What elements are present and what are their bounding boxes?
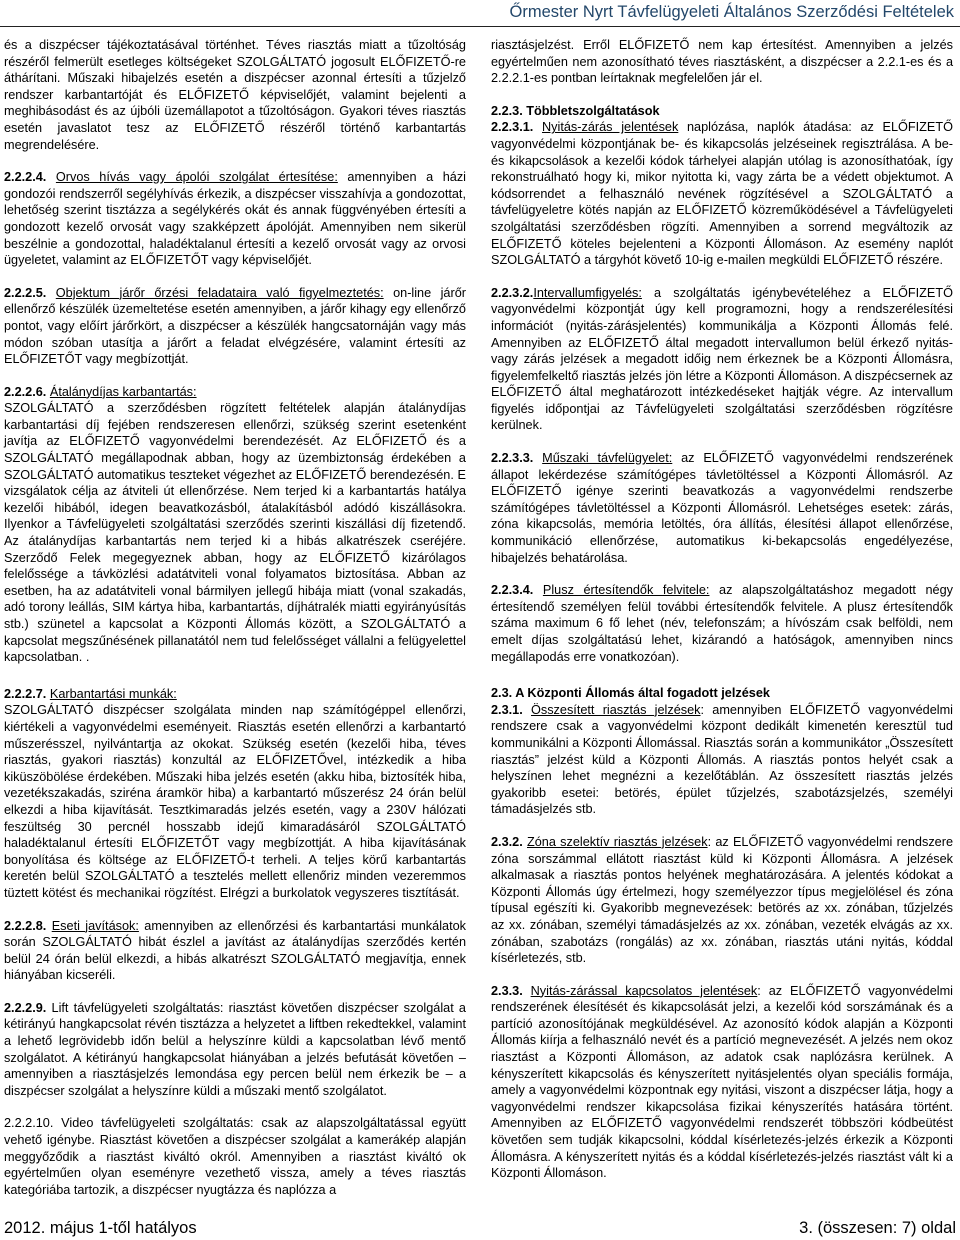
section-body: Lift távfelügyeleti szolgáltatás: riasztást követően diszpécser szolgálat a kétirányú hangkapcsolat révén tisztázza a helyzetet a liftben rekedtekkel, valamint a lehető legrövidebb időn belül a helyszínre küldi a kapcsolatban lévő mentő szolgálatot. A kétirányú hangkapcsolat hiányában a jelzés befutását követően – amennyiben a riasztásjelzés lemondása egy percen belül nem érkezik be – a diszpécser szolgálat a helyszínre küldi a műszaki mentő szolgálatot. [4, 1000, 466, 1098]
paragraph-continuation: riasztásjelzést. Erről ELŐFIZETŐ nem kap értesítést. Amennyiben a jelzés egyértelműen nem azonosítható téves riasztásként, a diszpécser a 2.2.1-es és a 2.2.2.1-es pontban leírtaknak megfelelően jár el. [491, 38, 953, 86]
section-body: naplózása, naplók átadása: az ELŐFIZETŐ vagyonvédelmi központjának be- és kikapcsolás jelzéseinek regisztrálása. A be- és kikapcsolások a kezelői kódok tárhelyei alapján utólag is azonosíthatóak, így rekonstruálható hogy ki, mikor nyitotta ki, vagy zárta be a védett objektumot. A kódsorrendet a felhasználó nevének rögzítésével a SZOLGÁLTATÓ a távfelügyeletre kötés napján az ELŐFIZETŐ közreműködésével a Távfelügyeleti szolgáltatási szerződésben rögzíti. Amennyiben a sorrend megváltozik az ELŐFIZETŐ köteles bejelenteni a Központi Állomáson. Az esemény naplót SZOLGÁLTATÓ a tárgyhót követő 10-ig e-mailen megküldi ELŐFIZETŐ részére. [491, 120, 954, 268]
section-heading-2-2-3: 2.2.3. Többletszolgáltatások [491, 103, 660, 118]
section-number: 2.2.2.8. [4, 918, 47, 933]
section-number: 2.3.3. [491, 983, 523, 998]
section-body: : az ELŐFIZETŐ vagyonvédelmi rendszere zóna sorszámmal ellátott riasztást küld ki Központi Állomásra. A jelzések alkalmasak a riasztás pontos helyének meghatározására. A jelentés kódokat a Központi Állomás úgy értelmezi, hogy személyezzor típus megjelölésel és zóna típusal egészíti ki. Gyakoribb megnevezések: betörés az xx. zónában, tűzjelzés az xx. zónában, személyi támadásjelzés az xx. zónában, vezeték elvágás az xx. zónában, szabotázs (rongálás) az xx. zónában, riasztás utáni nyitás, kóddal kísérletezés, stb. [491, 834, 953, 966]
section-number: 2.2.3.3. [491, 451, 534, 466]
section-2-2-2-8 [4, 918, 466, 984]
section-title: Karbantartási munkák: [49, 686, 177, 701]
footer-page-number: 3. (összesen: 7) oldal [799, 1219, 956, 1237]
section-2-2-2-9 [4, 1000, 466, 1100]
section-heading-2-3: 2.3. A Központi Állomás által fogadott jelzések [491, 686, 770, 701]
section-2-2-2-10: 2.2.2.10. Video távfelügyeleti szolgáltatás: csak az alapszolgáltatással együtt vehető igénybe. Riasztást követően a diszpécser szolgálat a kamerákép alapján meggyőződik a riasztást kiváltó okról. Amennyiben a riasztást kiváltó ok egyértelműen olyan eseményre vezethető vissza, amely a téves riasztás kategóriába tartozik, a diszpécser nyugtázza és naplózza a [4, 1116, 466, 1197]
section-2-2-2-6 [4, 384, 466, 666]
section-body: SZOLGÁLTATÓ a szerződésben rögzített feltételek alapján átalánydíjas karbantartási díj fejében rendszeresen ellenőrzi, szükség szerint esetenként javítja az ELŐFIZETŐ vagyonvédelmi berendezését. Az ELŐFIZETŐ és a SZOLGÁLTATÓ megállapodnak abban, hogy az üzembiztonság érdekében a SZOLGÁLTATÓ automatikus teszteket végezhet az ELŐFIZETŐ berendezésén. E vizsgálatok célja az átviteli út ellenőrzése. Nem terjed ki a karbantartás hatálya kezelői hibából, idegen beavatkozásból, átalakításból adódó kiszállásokra. Ilyenkor a Távfelügyeleti szolgáltatási szerződés szerinti kiszállási díj fizetendő. Az átalánydíjas karbantartás nem terjed ki a hibás alkatrészek cseréjére. Szerződő Felek megegyeznek abban, hogy az ELŐFIZETŐ kizárólagos felelőssége a távközlési adatátviteli vonal folyamatos biztosítása. Abban az esetben, ha az adatátviteli vonal bármilyen jellegű hibája miatt (vonal szakadás, adó torony leállás, SIM kártya hiba, karbantartás, díjhátralék miatti egyirányúsítás stb.) szünetel a kapcsolat a Központi Állomás között, a SZOLGÁLTATÓ a kapcsolat megszűnésének pillanatától nem tud felelősséget vállalni a felügyelettel kapcsolatban. . [4, 401, 466, 665]
section-body: az alapszolgáltatáshoz megadott négy értesítendő személyen felül további értesítendők felvitele. A plusz értesítendők száma maximum 6 fő lehet (név, telefonszám; a hívószám csak belföldi, nem emelt díjas szolgáltatású lehet, kizárandó a hatóságok, amennyiben nincs megállapodás erre vonatkozóan). [491, 583, 953, 664]
left-column [4, 37, 466, 1198]
page-header [0, 0, 960, 27]
section-body: a szolgáltatás igénybevételéhez a ELŐFIZETŐ vagyonvédelmi központját úgy kell programozni, hogy a rendszerélesítési információt (nyitás-zárásjelentés) kommunikálja a Központi Állomás felé. Amennyiben az ELŐFIZETŐ által megadott intervallumon belül érkező nyitás- vagy zárás jelzések a megadott időig nem érkeznek be a Központi Állomásra, figyelemfelkeltő riasztás jelzés jön létre a Központi Állomáson. A diszpécsernek az ELŐFIZETŐ által meghatározott intézkedéseket hajtják végre. Az intervallum figyelés időpontjai az Távfelügyeleti szolgáltatási szerződésben rögzítésre kerülnek. [491, 285, 953, 433]
section-title: Eseti javítások: [51, 918, 139, 933]
section-body: : amennyiben ELŐFIZETŐ vagyonvédelmi rendszere csak a vagyonvédelmi központ dedikált kimenetén keresztül tud kommunikálni a Központi Állomással. Riasztás során a kommunikátor „Összesített riasztás” jelzést küld a Központi Állomás. A riasztás pontos helyét csak a helyszínen lehet megnézni a kezelőtáblán. Az összesített riasztás jelzés gyakoribb esetei: betörés, épület tűzjelzés, szabotázsjelzés, személyi támadásjelzés stb. [491, 702, 953, 817]
section-body: : az ELŐFIZETŐ vagyonvédelmi rendszerének élesítését és kikapcsolását jelzi, a kezelői kód sorszámának és a partíció azonosítójának megküldésével. Az azonosító kódok alapján a Központi Állomás kiírja a felhasználó nevét és a partíció megnevezését. A jelzés nem okoz riasztást a Központi Állomáson, az adatok csak naplózásra kerülnek. A kényszerített kikapcsolás és kényszerített nyitásjelentés olyan speciális formája, amely a vagyonvédelmi központnak egy nyitási, viszont a diszpécser látja, hogy a vagyonvédelmi rendszer kikapcsolása fizikai kényszerítés hatására történt. Amennyiben az ELŐFIZETŐ vagyonvédelmi rendszerét többszöri kódbeütést követően sem tudják kikapcsolni, kóddal kísérletezés-jelzés érkezik a Központi Állomásra. A kényszerített nyitás és a kóddal kísérletezés-jelzés riasztást vált ki a Központi Állomáson. [491, 983, 953, 1181]
section-number: 2.2.2.4. [4, 170, 47, 185]
section-title: Intervallumfigyelés: [533, 285, 642, 300]
section-body: SZOLGÁLTATÓ diszpécser szolgálata minden nap számítógéppel ellenőrzi, kiértékeli a vagyonvédelmi eseményeit. Riasztás esetén ellenőrzi a karbantartó műszerésszel, nyilvántartja az okokat. Szükség esetén (kezelői hiba, téves riasztás, gyakori riasztás) konzultál az ELŐFIZETŐvel, intézkedik a hiba kiküszöbölése érdekében. Műszaki hiba jelzés esetén (akku hiba, biztosíték hiba, vezetékszakadás, sziréna áramkör hiba) a karbantartó műszerész 24 órán belül elkezdi a hiba kijavítását. Tesztkimaradás jelzés esetén, vagy a 230V hálózati feszültség 30 percnél hosszabb idejű kimaradásáról SZOLGÁLTATÓ haladéktalanul értesíti ELŐFIZETŐT vagy megbízottját. A hiba kijavításának bonyolítása és költsége az ELŐFIZETŐ-t terheli. A teljes körű karbantartás keretén belül SZOLGÁLTATÓ a tesztelés mellett ellenőriz minden vezeremmos tüztett kötést és mechanikai rögzítést. Elrégzi a burkolatok vegyszeres tisztítását. [4, 703, 466, 900]
section-body: amennyiben a házi gondozói rendszerről segélyhívás érkezik, a diszpécser visszahívja a gondozottat, lehetőség szerint tisztázza a segélykérés okát és annak függvényében értesíti a gondozott kezelő orvosát vagy szakképzett ápolóját. Amennyiben nem sikerül beszélnie a gondozottal, haladéktalanul értesíti a kezelő orvosát vagy az orvosi ügyeletet, valamint az ELŐFIZETŐT vagy képviselőjét. [4, 170, 467, 268]
section-number: 2.3.1. [491, 702, 523, 717]
section-title: Plusz értesítendők felvitele: [542, 583, 710, 598]
section-number: 2.2.2.9. [4, 1000, 47, 1015]
section-2-2-3-1 [491, 119, 953, 268]
section-number: 2.2.3.1. [491, 120, 534, 135]
section-number: 2.2.2.5. [4, 285, 47, 300]
section-number: 2.2.3.4. [491, 583, 534, 598]
section-title: Zóna szelektív riasztás jelzések [527, 834, 708, 849]
section-body: amennyiben az ellenőrzési és karbantartási munkálatok során SZOLGÁLTATÓ hibát észlel a javítást az átalánydíjas szerződés kertén belül 24 órán belül elkezdi, a hibás alkatrészt SZOLGÁLTATÓ megjavítja, ennek hiányában kicseréli. [4, 918, 466, 983]
section-body: on-line járőr ellenőrző készülék üzemeltetése esetén amennyiben, a járőr kihagy egy ellenőrző pontot, vagy előírt járőrkört, a diszpécser a készülék hangcsatornáján vagy más módon szóban utasítja a járőrt a feladat elvégzésére, valamint értesíti az ELŐFIZETŐT vagy megbízottját. [4, 285, 466, 367]
section-2-2-3-2 [491, 285, 953, 434]
section-2-2-3-4 [491, 582, 953, 665]
section-title: Nyitás-zárással kapcsolatos jelentések [530, 983, 758, 998]
section-number: 2.2.2.6. [4, 384, 47, 399]
section-2-3-2 [491, 834, 953, 967]
section-2-2-2-5 [4, 285, 466, 368]
right-column [491, 37, 953, 1182]
section-title: Objektum járőr őrzési feladataira való figyelmeztetés: [55, 285, 384, 300]
section-2-2-2-4 [4, 169, 466, 269]
section-2-2-2-7 [4, 686, 466, 902]
paragraph-continuation: és a diszpécser tájékoztatásával történhet. Téves riasztás miatt a tűzoltóság részéről felmerült esetleges költségeket SZOLGÁLTATÓ jogosult ELŐFIZETŐ-re áthárítani. Műszaki hibajelzés esetén a diszpécser azonnal értesíti a tűzjelző rendszer karbantartóját és ELŐFIZETŐ képviselőjét, valamint bejelenti a meghibásodást és az újbóli üzemállapotot a tűzoltóságon. Gyakori téves riasztás esetén javaslatot tesz az ELŐFIZETŐ részéről történő karbantartás megrendelésére. [4, 38, 466, 152]
section-2-2-3-3 [491, 450, 953, 566]
section-title: Nyitás-zárás jelentések [542, 120, 679, 135]
document-title: Őrmester Nyrt Távfelügyeleti Általános Szerződési Feltételek [509, 3, 954, 21]
section-title: Összesített riasztás jelzések [531, 702, 701, 717]
section-body: az ELŐFIZETŐ vagyonvédelmi rendszerének állapot lekérdezése számítógépes távletöltéssel a Központi Állomásról. Az ELŐFIZETŐ igénye szerinti beavatkozás a vagyonvédelmi rendszerbe számítógépes távletöltéssel a Központi Állomásról. Lehetséges esetek: zárás, zóna kikapcsolás, memória letöltés, óra állítás, élesítési állapot ellenőrzése, kommunikáció ellenőrzése, automatikus ki-bekapcsolás engedélyezése, hibajelzés behatárolása. [491, 451, 953, 565]
section-number: 2.3.2. [491, 834, 523, 849]
section-number: 2.2.3.2. [491, 285, 534, 300]
section-title: Műszaki távfelügyelet: [542, 451, 673, 466]
section-number: 2.2.2.7. [4, 686, 47, 701]
section-2-3-3 [491, 983, 953, 1182]
section-title: Átalánydíjas karbantartás: [49, 384, 197, 399]
section-2-3-1 [491, 702, 953, 818]
footer-effective-date: 2012. május 1-től hatályos [4, 1219, 197, 1237]
section-title: Orvos hívás vagy ápolói szolgálat értesítése: [55, 170, 338, 185]
